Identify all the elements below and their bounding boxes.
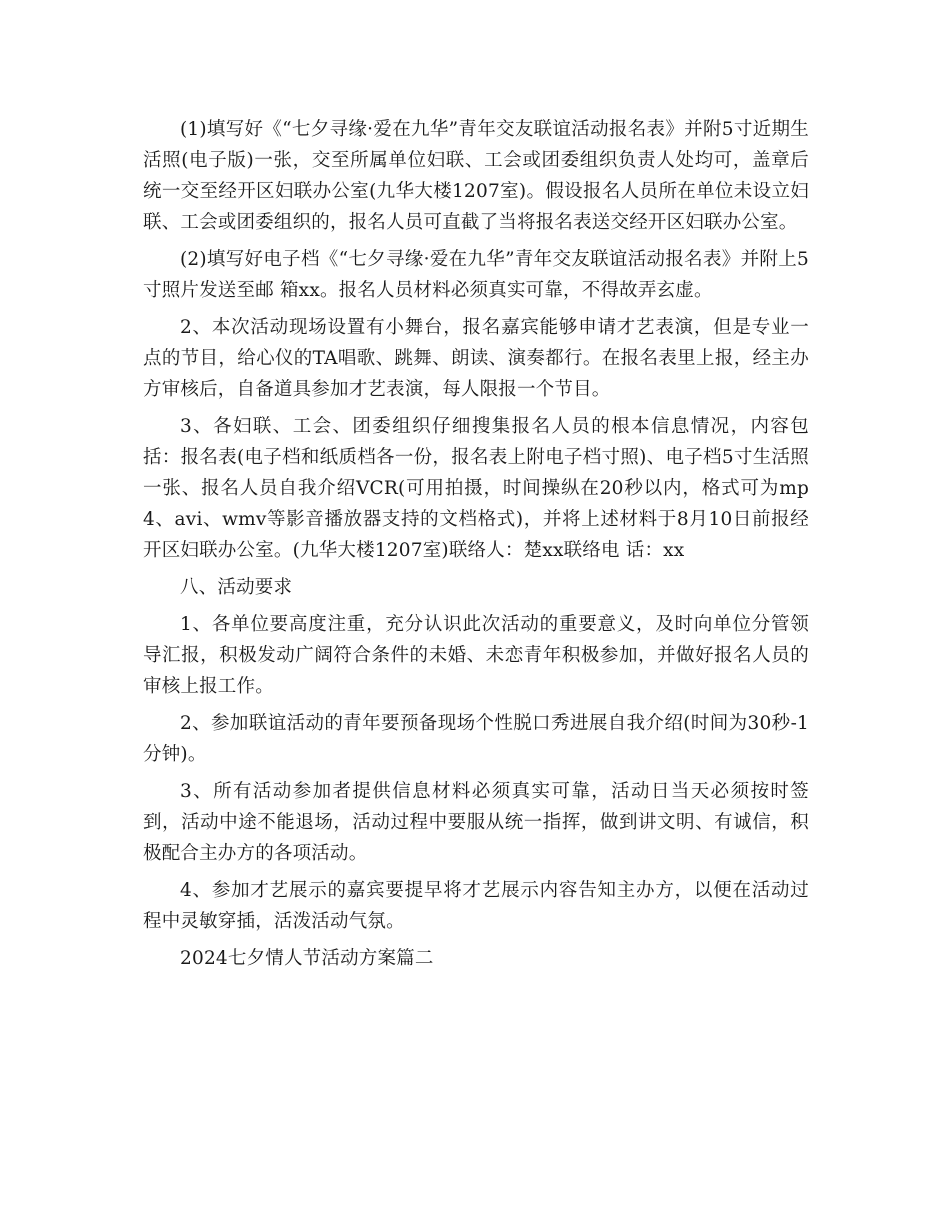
paragraph-requirement-3: 3、所有活动参加者提供信息材料必须真实可靠，活动日当天必须按时签到，活动中途不能退场，活动过程中要服从统一指挥，做到讲文明、有诚信，积极配合主办方的各项活动。 xyxy=(143,781,809,864)
document-body xyxy=(143,114,809,980)
paragraph-requirement-1: 1、各单位要高度注重，充分认识此次活动的重要意义，及时向单位分管领导汇报，积极发动广阔符合条件的未婚、未恋青年积极参加，并做好报名人员的审核上报工作。 xyxy=(143,614,809,697)
section-title-plan-two: 2024七夕情人节活动方案篇二 xyxy=(180,948,434,969)
paragraph-stage-performance: 2、本次活动现场设置有小舞台，报名嘉宾能够申请才艺表演，但是专业一点的节目，给心仪的TA唱歌、跳舞、朗读、演奏都行。在报名表里上报，经主办方审核后，自备道具参加才艺表演，每人限报一个节目。 xyxy=(143,317,809,400)
paragraph-registration-electronic: (2)填写好电子档《“七夕寻缘·爱在九华”青年交友联谊活动报名表》并附上5寸照片发送至邮 箱xx。报名人员材料必须真实可靠，不得故弄玄虚。 xyxy=(143,249,809,301)
paragraph-registration-paper: (1)填写好《“七夕寻缘·爱在九华”青年交友联谊活动报名表》并附5寸近期生活照(电子版)一张，交至所属单位妇联、工会或团委组织负责人处均可，盖章后统一交至经开区妇联办公室(九华大楼1207室)。假设报名人员所在单位未设立妇联、工会或团委组织的，报名人员可直截了当将报名表送交经开区妇联办公室。 xyxy=(143,119,809,233)
paragraph-requirement-4: 4、参加才艺展示的嘉宾要提早将才艺展示内容告知主办方，以便在活动过程中灵敏穿插，活泼活动气氛。 xyxy=(143,880,809,932)
paragraph-requirement-2: 2、参加联谊活动的青年要预备现场个性脱口秀进展自我介绍(时间为30秒-1分钟)。 xyxy=(143,713,809,765)
paragraph-collect-info: 3、各妇联、工会、团委组织仔细搜集报名人员的根本信息情况，内容包括：报名表(电子档和纸质档各一份，报名表上附电子档寸照)、电子档5寸生活照一张、报名人员自我介绍VCR(可用拍摄，时间操纵在20秒以内，格式可为mp4、avi、wmv等影音播放器支持的文档格式)，并将上述材料于8月10日前报经开区妇联办公室。(九华大楼1207室)联络人：楚xx联络电 话：xx xyxy=(143,416,809,561)
section-heading-requirements: 八、活动要求 xyxy=(180,577,293,598)
